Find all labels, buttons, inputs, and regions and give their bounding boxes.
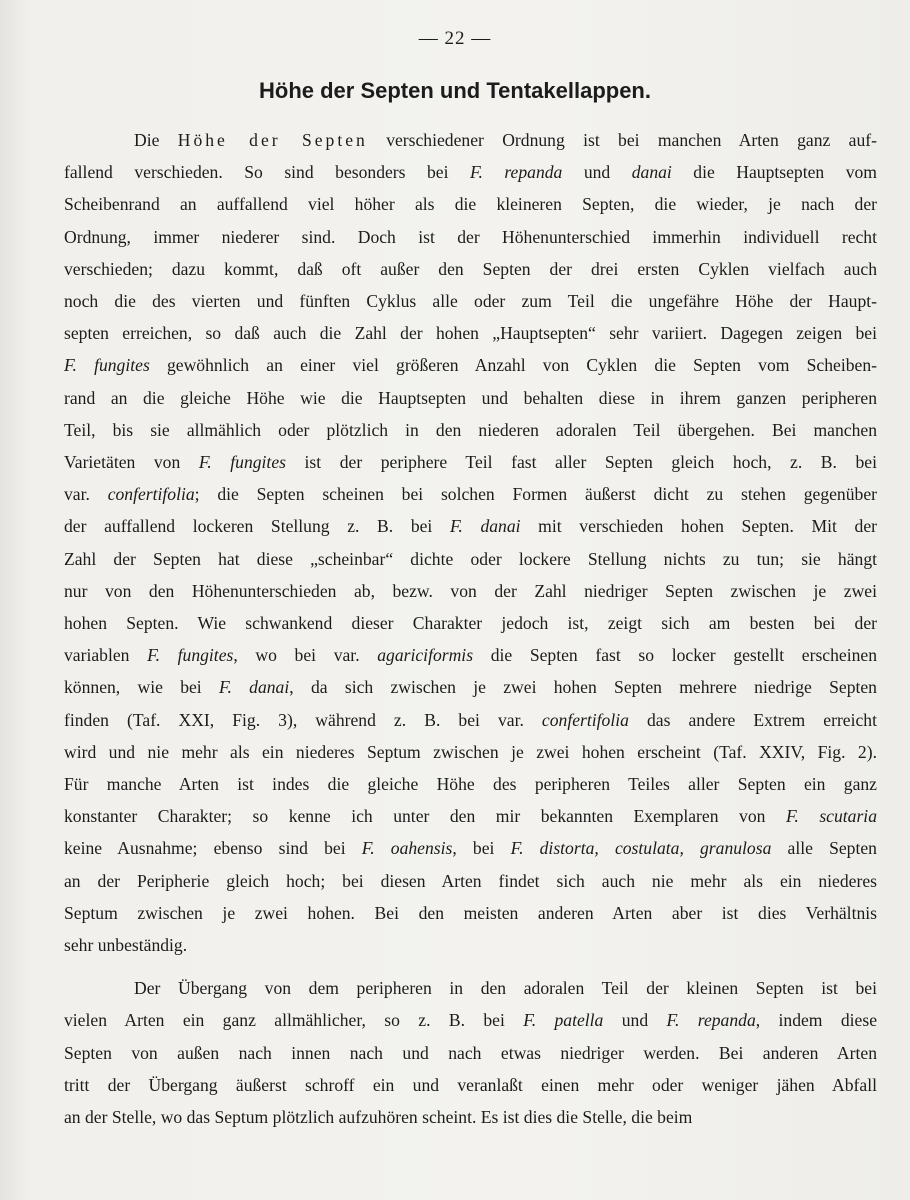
text-line: finden (Taf. XXI, Fig. 3), während z. B. bei var. confertifolia das andere Extrem erreicht [64, 709, 877, 730]
text-line: können, wie bei F. danai, da sich zwischen je zwei hohen Septen mehrere niedrige Septen [64, 677, 877, 698]
text-line: fallend verschieden. So sind besonders bei F. repanda und danai die Hauptsepten vom [64, 162, 877, 183]
italic-taxon: F. danai [218, 677, 290, 698]
text-line: hohen Septen. Wie schwankend dieser Charakter jedoch ist, zeigt sich am besten bei der [64, 613, 877, 634]
text-line: Septen von außen nach innen nach und nach etwas niedriger werden. Bei anderen Arten [64, 1042, 877, 1063]
text-line: nur von den Höhenunterschieden ab, bezw. von der Zahl niedriger Septen zwischen je zwei [64, 580, 877, 601]
text-line: Septum zwischen je zwei hohen. Bei den meisten anderen Arten aber ist dies Verhältnis [64, 902, 877, 923]
text-line: der auffallend lockeren Stellung z. B. bei F. danai mit verschieden hohen Septen. Mit der [64, 516, 877, 537]
text-line: rand an die gleiche Höhe wie die Hauptsepten und behalten diese in ihrem ganzen peripheren [64, 387, 877, 408]
text-line: var. confertifolia; die Septen scheinen bei solchen Formen äußerst dicht zu stehen gegenüber [64, 484, 877, 505]
italic-taxon: F. patella [523, 1010, 604, 1031]
text-line: Teil, bis sie allmählich oder plötzlich in den niederen adoralen Teil übergehen. Bei manchen [64, 419, 877, 440]
italic-taxon: F. fungites [64, 355, 150, 376]
paragraph [64, 972, 877, 1133]
italic-taxon: F. danai [449, 516, 521, 537]
text-line: sehr unbeständig. [64, 935, 188, 956]
text-line: vielen Arten ein ganz allmählicher, so z. B. bei F. patella und F. repanda, indem diese [64, 1010, 877, 1031]
italic-taxon: F. fungites [147, 645, 234, 666]
text-line: Die Höhe der Septen verschiedener Ordnung ist bei manchen Arten ganz auf- [134, 130, 877, 150]
italic-taxon: danai [631, 162, 672, 183]
text-line: Varietäten von F. fungites ist der periphere Teil fast aller Septen gleich hoch, z. B. bei [64, 452, 877, 473]
text-line: an der Peripherie gleich hoch; bei diesen Arten findet sich auch nie mehr als ein niederes [64, 870, 877, 891]
italic-taxon: F. fungites [198, 452, 286, 473]
text-line: konstanter Charakter; so kenne ich unter den mir bekannten Exemplaren von F. scutaria [64, 806, 877, 827]
italic-taxon: F. oahensis [361, 838, 453, 859]
italic-taxon: F. scutaria [785, 806, 877, 827]
italic-taxon: F. repanda [666, 1010, 756, 1031]
italic-taxon: F. distorta, costulata, granulosa [510, 838, 772, 859]
text-line: noch die des vierten und fünften Cyklus alle oder zum Teil die ungefähre Höhe der Haupt- [64, 291, 877, 312]
text-line: keine Ausnahme; ebenso sind bei F. oahensis, bei F. distorta, costulata, granulosa alle Septen [64, 838, 877, 859]
text-line: variablen F. fungites, wo bei var. agariciformis die Septen fast so locker gestellt erscheinen [64, 645, 877, 666]
page-number: — 22 — [418, 28, 492, 49]
italic-taxon: agariciformis [377, 645, 474, 666]
paragraph [64, 124, 877, 961]
italic-taxon: F. repanda [469, 162, 563, 183]
text-line: septen erreichen, so daß auch die Zahl der hohen „Hauptsepten“ sehr variiert. Dagegen zeigen bei [64, 323, 877, 344]
spaced-emphasis: Höhe der Septen [177, 130, 368, 150]
text-line: Zahl der Septen hat diese „scheinbar“ dichte oder lockere Stellung nichts zu tun; sie hängt [64, 548, 877, 569]
text-line: Für manche Arten ist indes die gleiche Höhe des peripheren Teiles aller Septen ein ganz [64, 774, 877, 795]
text-line: Ordnung, immer niederer sind. Doch ist der Höhenunterschied immerhin individuell recht [64, 226, 877, 247]
text-line: an der Stelle, wo das Septum plötzlich aufzuhören scheint. Es ist dies die Stelle, die beim [64, 1107, 693, 1128]
text-line: tritt der Übergang äußerst schroff ein und veranlaßt einen mehr oder weniger jähen Abfall [64, 1074, 877, 1095]
italic-taxon: confertifolia [107, 484, 195, 505]
body-text [64, 124, 877, 1133]
text-line: wird und nie mehr als ein niederes Septum zwischen je zwei hohen erscheint (Taf. XXIV, Fig. 2). [64, 741, 877, 762]
text-line: verschieden; dazu kommt, daß oft außer den Septen der drei ersten Cyklen vielfach auch [64, 258, 877, 279]
italic-taxon: confertifolia [541, 709, 629, 730]
text-line: Der Übergang von dem peripheren in den adoralen Teil der kleinen Septen ist bei [134, 978, 877, 999]
text-line: F. fungites gewöhnlich an einer viel größeren Anzahl von Cyklen die Septen vom Scheiben- [64, 355, 877, 376]
section-heading: Höhe der Septen und Tentakellappen. [259, 78, 651, 103]
text-line: Scheibenrand an auffallend viel höher als die kleineren Septen, die wieder, je nach der [64, 194, 877, 215]
